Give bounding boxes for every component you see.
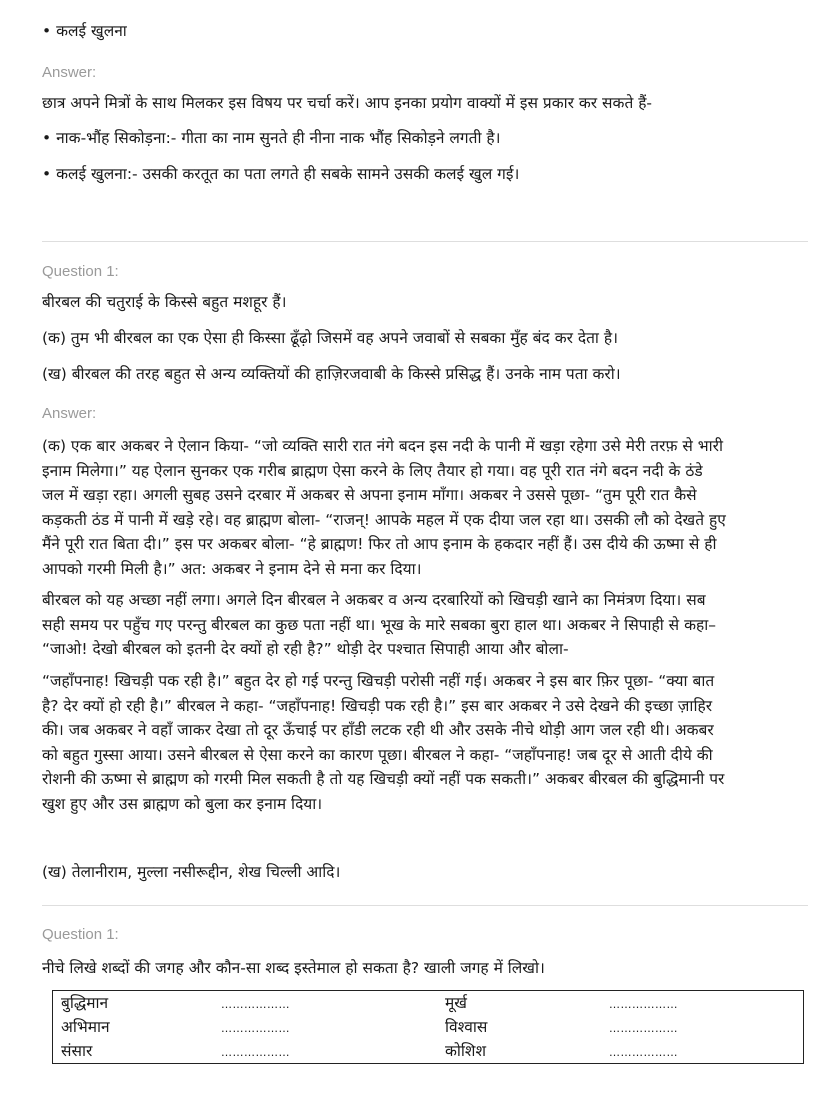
answer-line: • कलई खुलना:- उसकी करतूत का पता लगते ही सबके सामने उसकी कलई खुल गई। [42, 165, 520, 183]
word-left: बुद्धिमान [61, 994, 109, 1012]
part-b-answer: (ख) तेलानीराम, मुल्ला नसीरूद्दीन, शेख चिल्ली आदि। [42, 863, 341, 881]
paragraph-line: “जाओ! देखो बीरबल को इतनी देर क्यों हो रही है?” थोड़ी देर पश्चात सिपाही आया और बोला- [42, 640, 569, 658]
word-left: अभिमान [61, 1018, 110, 1036]
paragraph-line: खुश हुए और उस ब्राह्मण को बुला कर इनाम दिया। [42, 794, 323, 813]
blank: ……………… [609, 1046, 678, 1059]
word-right: कोशिश [445, 1042, 487, 1060]
question-prompt: नीचे लिखे शब्दों की जगह और कौन-सा शब्द इस्तेमाल हो सकता है? खाली जगह में लिखो। [42, 959, 545, 977]
blank: ……………… [609, 1022, 678, 1035]
answer-line: • नाक-भौंह सिकोड़ना:- गीता का नाम सुनते ही नीना नाक भौंह सिकोड़ने लगती है। [42, 129, 501, 147]
paragraph-line: बीरबल को यह अच्छा नहीं लगा। अगले दिन बीरबल ने अकबर व अन्य दरबारियों को खिचड़ी खाने का निमंत्रण दिया। सब [42, 591, 706, 609]
paragraph-line: है? देर क्यों हो रही है।” बीरबल ने कहा- “जहाँपनाह! खिचड़ी पक रही है।” इस बार अकबर ने उसे देखने की इच्छा ज़ाहिर [42, 696, 713, 715]
word-right: मूर्ख [445, 994, 467, 1012]
paragraph-line: जल में खड़ा रहा। अगली सुबह उसने दरबार में अकबर से अपना इनाम माँगा। अकबर ने उससे पूछा- “तुम पूरी रात कैसे [42, 486, 697, 504]
blank: ……………… [221, 1046, 290, 1059]
blank: ……………… [221, 998, 290, 1011]
answer-paragraph [42, 588, 808, 662]
bullet-item: • कलई खुलना [42, 22, 127, 40]
answer-label: Answer: [42, 405, 97, 422]
answer-paragraph [42, 434, 808, 581]
question-label: Question 1: [42, 263, 119, 280]
answer-label: Answer: [42, 64, 97, 81]
paragraph-line: रोशनी की ऊष्मा से ब्राह्मण को गरमी मिल सकती है तो यह खिचड़ी क्यों नहीं पक सकती।” अकबर बीरबल की बुद्धिमानी पर [42, 770, 725, 788]
paragraph-line: “जहाँपनाह! खिचड़ी पक रही है।” बहुत देर हो गई परन्तु खिचड़ी परोसी नहीं गई। अकबर ने इस बार फ़िर पूछा- “क्या बात [42, 672, 715, 690]
section-divider [42, 241, 808, 242]
paragraph-line: की। जब अकबर ने वहाँ जाकर देखा तो दूर ऊँचाई पर हाँडी लटक रही थी और उसके नीचे थोड़ी आग जल रही थी। अकबर [42, 721, 714, 739]
section-divider [42, 905, 808, 906]
blank: ……………… [609, 998, 678, 1011]
paragraph-line: को बहुत गुस्सा आया। उसने बीरबल से ऐसा करने का कारण पूछा। बीरबल ने कहा- “जहाँपनाह! जब दूर से आती दीये की [42, 745, 713, 764]
question-intro: बीरबल की चतुराई के किस्से बहुत मशहूर हैं। [42, 293, 287, 311]
question-label: Question 1: [42, 926, 119, 943]
paragraph-line: सही समय पर पहुँच गए परन्तु बीरबल का कुछ पता नहीं था। भूख के मारे सबका बुरा हाल था। अकबर ने सिपाही से कहा– [42, 615, 716, 634]
answer-line: छात्र अपने मित्रों के साथ मिलकर इस विषय पर चर्चा करें। आप इनका प्रयोग वाक्यों में इस प्रकार कर सकते हैं- [42, 94, 653, 112]
answer-paragraph [42, 669, 808, 816]
paragraph-line: कड़कती ठंड में पानी में खड़े रहे। वह ब्राह्मण बोला- “राजन्! आपके महल में एक दीया जल रहा था। उसकी लौ को देखते हुए [42, 510, 726, 529]
question-part-a: (क) तुम भी बीरबल का एक ऐसा ही किस्सा ढूँढ़ो जिसमें वह अपने जवाबों से सबका मुँह बंद कर देता है। [42, 329, 618, 347]
question-part-b: (ख) बीरबल की तरह बहुत से अन्य व्यक्तियों की हाज़िरजवाबी के किस्से प्रसिद्ध हैं। उनके नाम पता करो। [42, 365, 621, 383]
paragraph-line: मैंने पूरी रात बिता दी।” इस पर अकबर बोला- “हे ब्राह्मण! फिर तो आप इनाम के हकदार नहीं हैं। उस दीये की ऊष्मा से ही [42, 535, 717, 553]
blank: ……………… [221, 1022, 290, 1035]
word-right: विश्वास [445, 1018, 488, 1036]
word-table [52, 990, 804, 1064]
paragraph-line: (क) एक बार अकबर ने ऐलान किया- “जो व्यक्ति सारी रात नंगे बदन इस नदी के पानी में खड़ा रहेगा उसे मेरी तरफ़ से भारी [42, 437, 724, 455]
word-left: संसार [61, 1042, 93, 1060]
paragraph-line: इनाम मिलेगा।” यह ऐलान सुनकर एक गरीब ब्राह्मण ऐसा करने के लिए तैयार हो गया। वह पूरी रात नंगे बदन नदी के ठंडे [42, 461, 703, 480]
paragraph-line: आपको गरमी मिली है।” अत: अकबर ने इनाम देने से मना कर दिया। [42, 559, 422, 578]
